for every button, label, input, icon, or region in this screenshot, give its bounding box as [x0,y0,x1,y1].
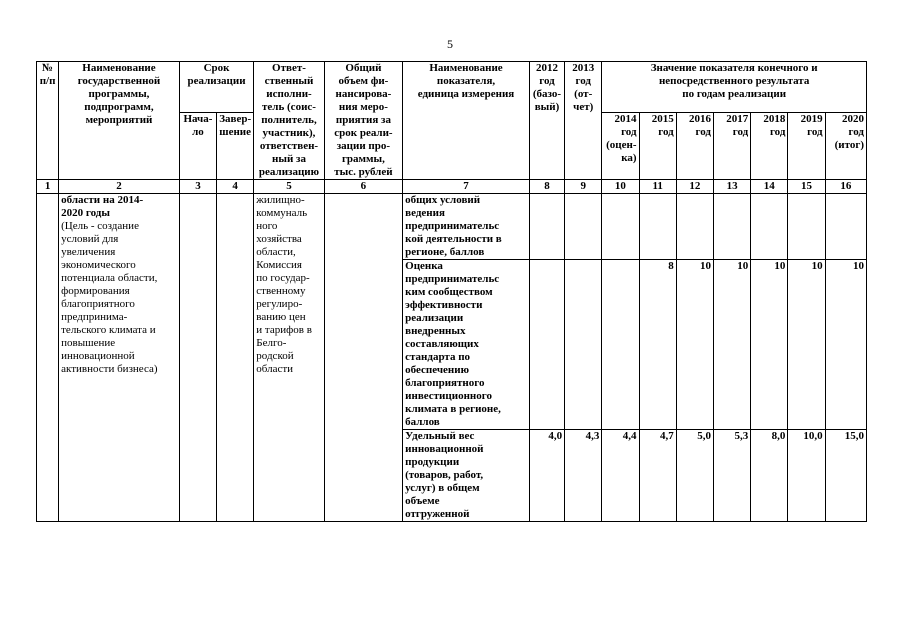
value-2016: 10 [676,260,713,430]
value-2012 [529,260,564,430]
header-col-2020: 2020 год (итог) [825,112,866,179]
header-col-2016: 2016 год [676,112,713,179]
col-number: 7 [403,180,530,194]
col-number: 14 [751,180,788,194]
header-col-2018: 2018 год [751,112,788,179]
header-col-start: Нача- ло [179,112,216,179]
col-number: 5 [254,180,324,194]
col-number: 9 [565,180,602,194]
funding-cell [324,194,402,522]
header-values-group: Значение показателя конечного и непосредственного результата по годам реализации [602,62,867,113]
value-2014: 4,4 [602,430,639,522]
header-col-2015: 2015 год [639,112,676,179]
value-2017: 10 [713,260,750,430]
header-col-2017: 2017 год [713,112,750,179]
col-number: 15 [788,180,825,194]
value-2012: 4,0 [529,430,564,522]
header-col-indicator: Наименование показателя, единица измерения [403,62,530,180]
value-2019 [788,194,825,260]
col-number: 3 [179,180,216,194]
indicator-name: общих условий ведения предпринимательс кой деятельности в регионе, баллов [403,194,530,260]
program-goal: (Цель - создание условий для увеличения экономического потенциала области, формирования благоприятного предпринима- тельского климата и повышение инновационной активности бизнеса) [61,220,158,375]
value-2016 [676,194,713,260]
header-col-2014: 2014 год (оцен- ка) [602,112,639,179]
header-col-2012: 2012 год (базо- вый) [529,62,564,180]
col-number: 4 [217,180,254,194]
col-number: 13 [713,180,750,194]
header-col-term: Срок реализации [179,62,253,113]
value-2016: 5,0 [676,430,713,522]
header-col-number: № п/п [37,62,59,180]
value-2013 [565,260,602,430]
program-cell [59,194,180,522]
value-2017 [713,194,750,260]
header-col-2013: 2013 год (от- чет) [565,62,602,180]
value-2020: 10 [825,260,866,430]
header-col-funding: Общий объем фи- нансирова- ния меро- приятия за срок реали- зации про- граммы, тыс. рублей [324,62,402,180]
value-2015: 4,7 [639,430,676,522]
header-col-responsible: Ответ- ственный исполни- тель (соис- полнитель, участник), ответствен- ный за реализацию [254,62,324,180]
value-2017: 5,3 [713,430,750,522]
indicator-name: Оценка предпринимательс ким сообществом эффективности реализации внедренных составляющих стандарта по обеспечению благоприятного инвестиционного климата в регионе, баллов [403,260,530,430]
col-number: 6 [324,180,402,194]
responsible-cell: жилищно- коммуналь ного хозяйства области, Комиссия по государ- ственному регулиро- ванию цен и тарифов в Белго- родской области [254,194,324,522]
end-cell [217,194,254,522]
header-col-2019: 2019 год [788,112,825,179]
value-2014 [602,260,639,430]
value-2020 [825,194,866,260]
value-2012 [529,194,564,260]
value-2019: 10,0 [788,430,825,522]
value-2014 [602,194,639,260]
value-2013: 4,3 [565,430,602,522]
value-2019: 10 [788,260,825,430]
header-col-end: Завер- шение [217,112,254,179]
value-2013 [565,194,602,260]
value-2015 [639,194,676,260]
indicator-name: Удельный вес инновационной продукции (товаров, работ, услуг) в общем объеме отгруженной [403,430,530,522]
value-2018: 10 [751,260,788,430]
col-number: 2 [59,180,180,194]
start-cell [179,194,216,522]
col-number: 16 [825,180,866,194]
header-row-1 [37,62,867,113]
value-2015: 8 [639,260,676,430]
col-number: 10 [602,180,639,194]
col-number: 8 [529,180,564,194]
value-2020: 15,0 [825,430,866,522]
column-numbers-row [37,180,867,194]
page-number: 5 [447,37,453,51]
header-col-program: Наименование государственной программы, подпрограмм, мероприятий [59,62,180,180]
table-row [37,194,867,260]
col-number: 1 [37,180,59,194]
indicators-table [36,61,867,522]
row-number-cell [37,194,59,522]
value-2018 [751,194,788,260]
col-number: 11 [639,180,676,194]
program-name: области на 2014- 2020 годы [61,194,144,219]
value-2018: 8,0 [751,430,788,522]
col-number: 12 [676,180,713,194]
